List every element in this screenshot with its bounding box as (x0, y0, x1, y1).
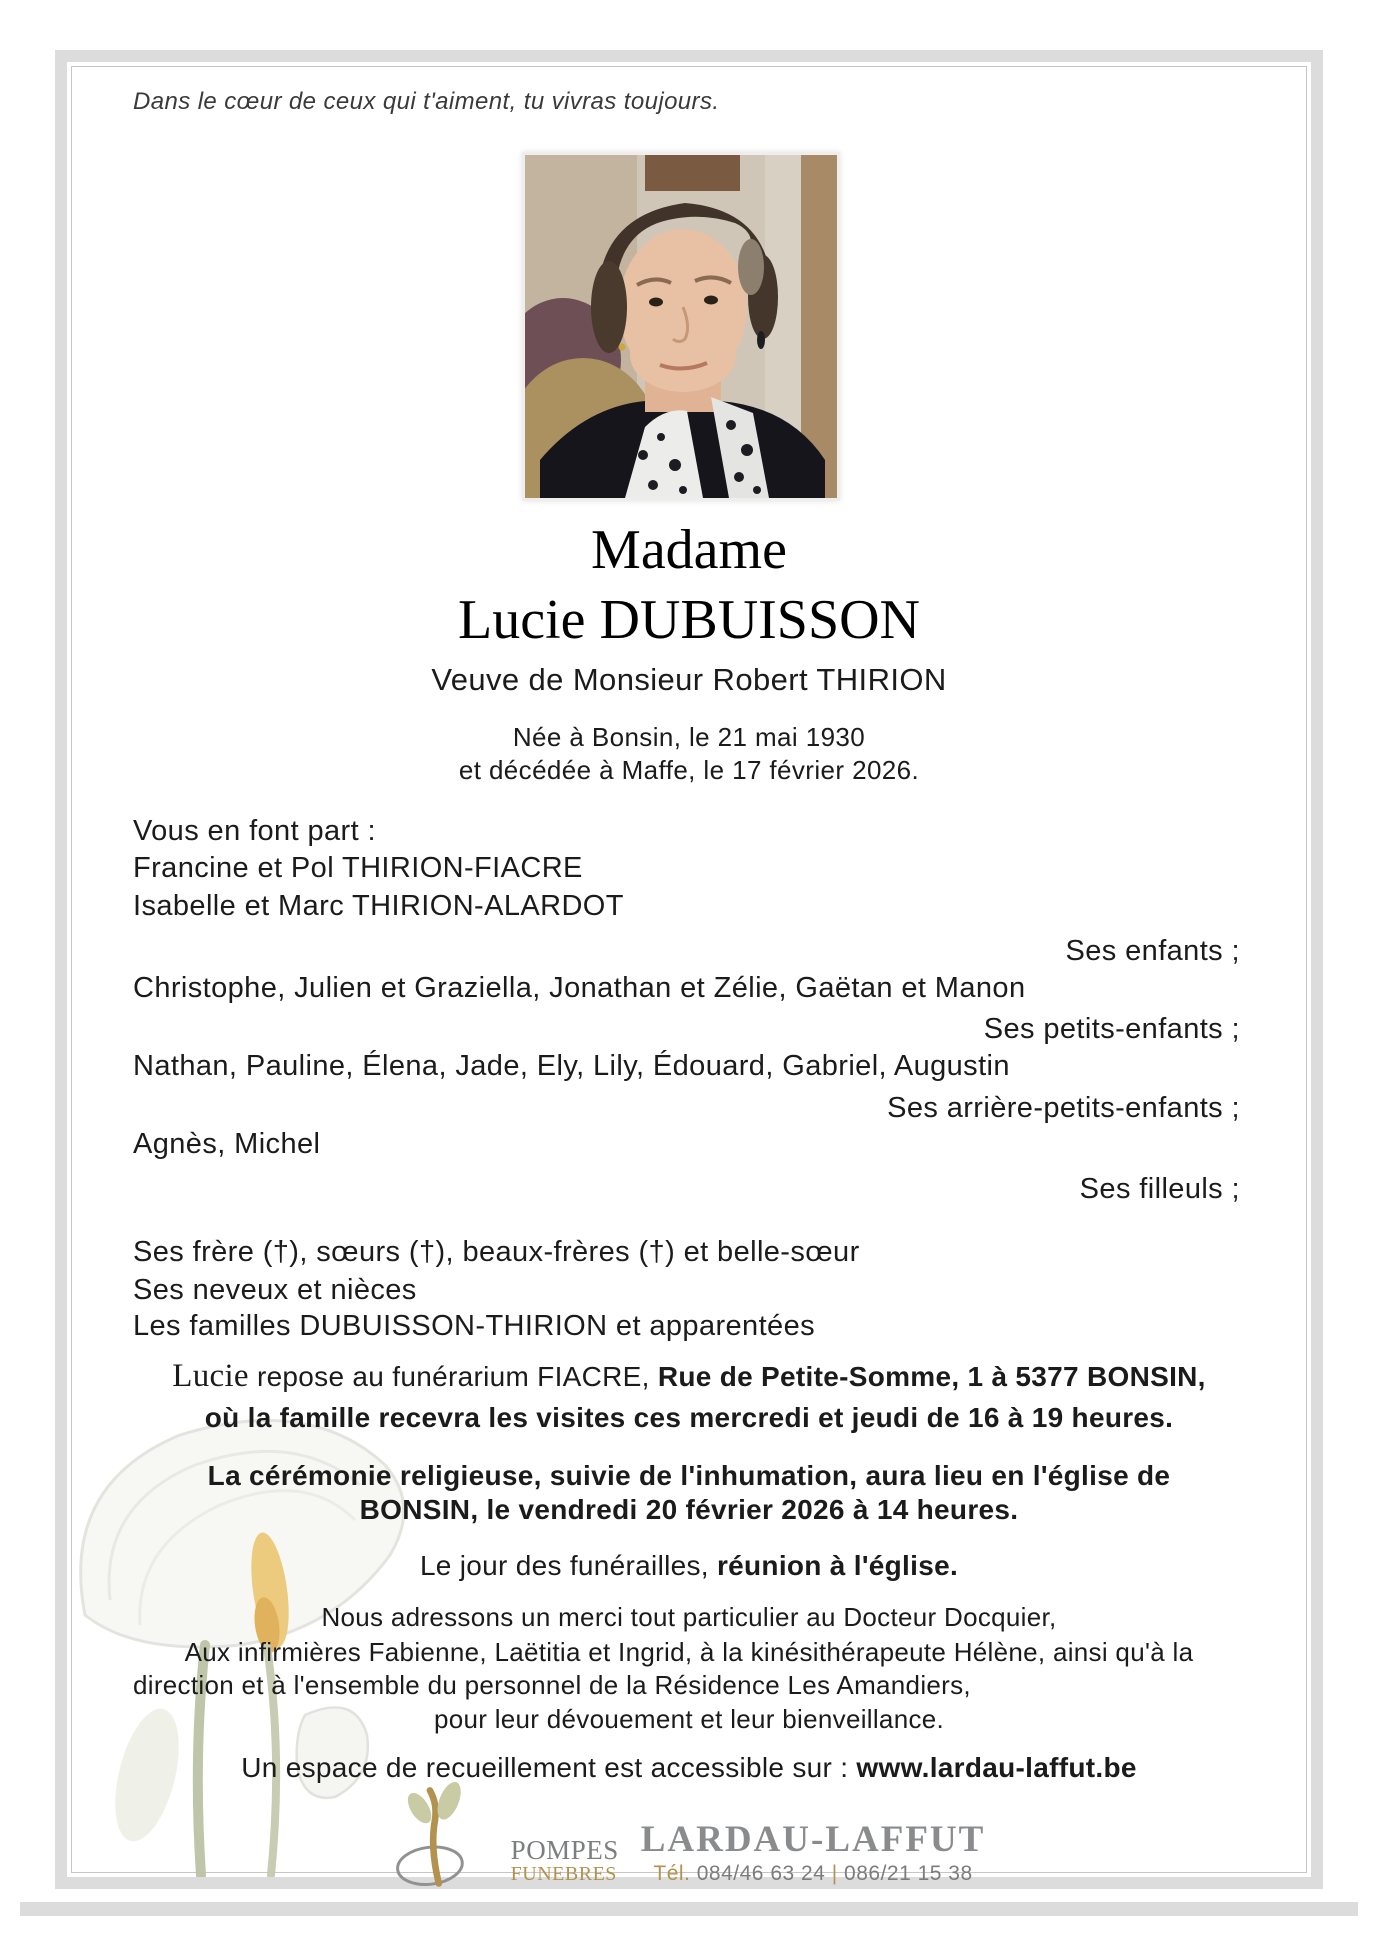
portrait-photo-image (525, 155, 837, 498)
brand-name: LARDAU-LAFFUT (640, 1819, 986, 1861)
relation-label-children: Ses enfants ; (1065, 935, 1240, 967)
logo-wordmark (511, 1837, 619, 1890)
thanks-line-2: Aux infirmières Fabienne, Laëtitia et Ingrid, à la kinésithérapeute Hélène, ainsi qu'à la (184, 1637, 1194, 1667)
tel-label: Tél. (653, 1861, 691, 1885)
memorial-site-line (71, 1752, 1307, 1784)
plant-logo-icon (393, 1778, 489, 1890)
family-line: Christophe, Julien et Graziella, Jonathan et Zélie, Gaëtan et Manon (133, 972, 1026, 1004)
relation-label-godchildren: Ses filleuls ; (1079, 1173, 1240, 1205)
repose-address: Rue de Petite-Somme, 1 à 5377 BONSIN, (657, 1361, 1206, 1392)
quote-text: Dans le cœur de ceux qui t'aiment, tu vivras toujours. (133, 88, 720, 115)
gathering-bold: réunion à l'église. (716, 1550, 959, 1581)
gathering-line (71, 1550, 1307, 1582)
logo-pompes-text: POMPES (510, 1835, 619, 1865)
funeral-home-footer (71, 1790, 1307, 1890)
portrait-photo (522, 152, 840, 501)
deceased-name: Lucie DUBUISSON (458, 589, 920, 651)
brand-block (641, 1819, 986, 1890)
memorial-site-url: www.lardau-laffut.be (856, 1752, 1137, 1783)
memorial-site-text: Un espace de recueillement est accessible sur : (241, 1752, 857, 1783)
family-line: Ses neveux et nièces (133, 1274, 417, 1306)
visits-line: où la famille recevra les visites ces mercredi et jeudi de 16 à 19 heures. (204, 1402, 1174, 1433)
ceremony-line-1: La cérémonie religieuse, suivie de l'inhumation, aura lieu en l'église de (207, 1460, 1171, 1491)
tel-number-1: 084/46 63 24 (696, 1861, 826, 1885)
ceremony-line-2: BONSIN, le vendredi 20 février 2026 à 14 heures. (359, 1494, 1019, 1525)
card-bottom-shadow (20, 1902, 1358, 1916)
phone-numbers (653, 1862, 972, 1886)
family-line: Agnès, Michel (133, 1128, 321, 1160)
family-line: Les familles DUBUISSON-THIRION et apparentées (133, 1310, 815, 1342)
tel-number-2: 086/21 15 38 (844, 1861, 973, 1885)
family-line: Isabelle et Marc THIRION-ALARDOT (133, 890, 624, 922)
death-line: et décédée à Maffe, le 17 février 2026. (458, 755, 920, 785)
birth-line: Née à Bonsin, le 21 mai 1930 (512, 722, 866, 752)
thanks-line-4: pour leur dévouement et leur bienveillance. (433, 1704, 945, 1734)
thanks-line-3: direction et à l'ensemble du personnel de la Résidence Les Amandiers, (133, 1670, 971, 1700)
gathering-text: Le jour des funérailles, (419, 1550, 717, 1581)
tel-separator: | (831, 1861, 838, 1885)
deceased-title: Madame (591, 519, 787, 581)
announcement-intro: Vous en font part : (133, 815, 376, 847)
repose-line (71, 1358, 1307, 1395)
relation-label-great-grandchildren: Ses arrière-petits-enfants ; (887, 1092, 1240, 1124)
deceased-relation: Veuve de Monsieur Robert THIRION (431, 662, 947, 697)
thanks-line-1: Nous adressons un merci tout particulier au Docteur Docquier, (321, 1602, 1057, 1632)
family-line: Ses frère (†), sœurs (†), beaux-frères (†) et belle-sœur (133, 1236, 860, 1268)
repose-text: repose au funérarium FIACRE, (248, 1361, 658, 1392)
repose-deceased-name: Lucie (172, 1358, 249, 1394)
relation-label-grandchildren: Ses petits-enfants ; (983, 1013, 1240, 1045)
family-line: Nathan, Pauline, Élena, Jade, Ely, Lily, Édouard, Gabriel, Augustin (133, 1050, 1010, 1082)
logo-funebres-text: FUNEBRES (510, 1863, 617, 1885)
family-line: Francine et Pol THIRION-FIACRE (133, 852, 583, 884)
